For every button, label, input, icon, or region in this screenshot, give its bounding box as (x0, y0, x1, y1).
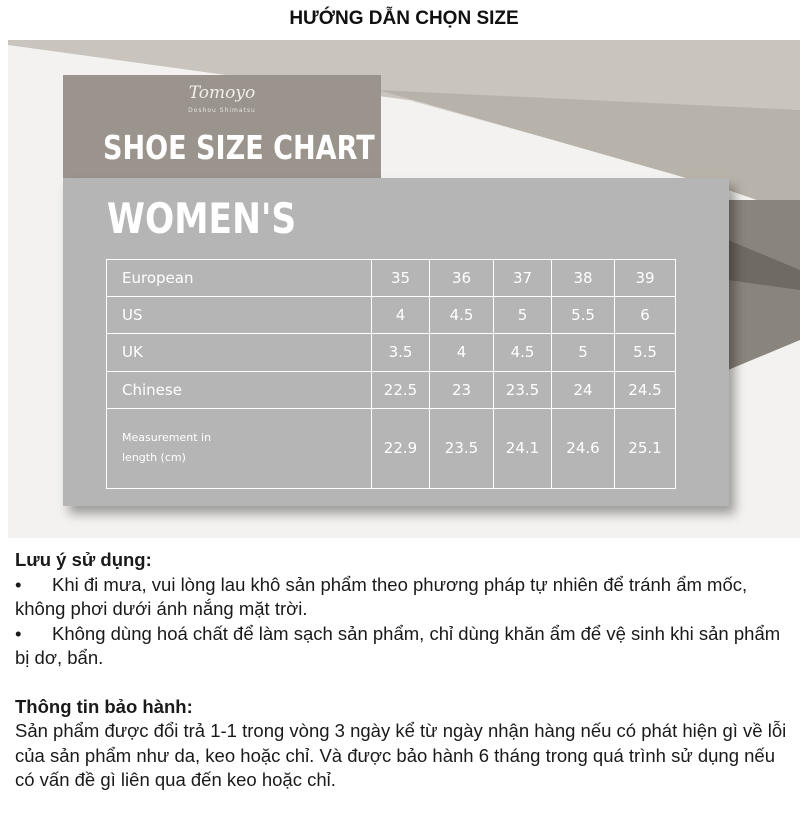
table-cell: 24.1 (494, 408, 552, 488)
table-cell: 24 (552, 371, 615, 408)
table-cell: 38 (552, 260, 615, 297)
section-title: WOMEN'S (107, 194, 297, 243)
table-row (107, 260, 676, 297)
size-table-panel (63, 178, 729, 506)
table-cell: 4.5 (430, 297, 494, 334)
table-row (107, 297, 676, 334)
usage-heading: Lưu ý sử dụng: (15, 549, 152, 570)
table-cell: 37 (494, 260, 552, 297)
notes-section (15, 548, 795, 793)
table-cell: 24.5 (615, 371, 676, 408)
row-label: European (107, 260, 372, 297)
size-chart-image (8, 40, 800, 538)
table-row (107, 408, 676, 488)
row-label: Chinese (107, 371, 372, 408)
size-table (106, 259, 676, 489)
table-cell: 36 (430, 260, 494, 297)
usage-item-text: Khi đi mưa, vui lòng lau khô sản phẩm theo phương pháp tự nhiên để tránh ẩm mốc, không phơi dưới ánh nắng mặt trời. (15, 573, 748, 619)
table-cell: 23.5 (494, 371, 552, 408)
row-label (107, 408, 372, 488)
table-cell: 4.5 (494, 334, 552, 371)
table-cell: 35 (372, 260, 430, 297)
table-cell: 4 (372, 297, 430, 334)
table-cell: 22.9 (372, 408, 430, 488)
warranty-heading: Thông tin bảo hành: (15, 695, 193, 717)
row-label: UK (107, 334, 372, 371)
table-cell: 24.6 (552, 408, 615, 488)
usage-item (15, 622, 795, 671)
table-cell: 5.5 (552, 297, 615, 334)
table-cell: 3.5 (372, 334, 430, 371)
row-label: US (107, 297, 372, 334)
table-cell: 22.5 (372, 371, 430, 408)
table-cell: 25.1 (615, 408, 676, 488)
bullet-icon: • (15, 573, 22, 595)
table-cell: 23.5 (430, 408, 494, 488)
chart-heading: SHOE SIZE CHART (103, 128, 375, 167)
usage-item-text: Không dùng hoá chất để làm sạch sản phẩm, chỉ dùng khăn ẩm để vệ sinh khi sản phẩm bị dơ, bẩn. (15, 622, 781, 668)
table-cell: 5 (494, 297, 552, 334)
table-cell: 23 (430, 371, 494, 408)
warranty-text: Sản phẩm được đổi trả 1-1 trong vòng 3 ngày kể từ ngày nhận hàng nếu có phát hiện gì về lỗi của sản phẩm như da, keo hoặc chỉ. Và được bảo hành 6 tháng trong quá trình sử dụng nếu có vấn đề gì liên qua đến keo hoặc chỉ. (15, 720, 787, 790)
row-label-line: length (cm) (122, 451, 186, 465)
table-cell: 5.5 (615, 334, 676, 371)
table-cell: 39 (615, 260, 676, 297)
brand-subtitle: Doshou Shimatsu (188, 107, 256, 114)
brand-logo: Tomoyo (188, 83, 256, 103)
table-cell: 4 (430, 334, 494, 371)
usage-item (15, 573, 795, 622)
table-row (107, 371, 676, 408)
table-row (107, 334, 676, 371)
page-title: HƯỚNG DẪN CHỌN SIZE (289, 8, 519, 29)
bullet-icon: • (15, 622, 22, 644)
table-cell: 6 (615, 297, 676, 334)
table-cell: 5 (552, 334, 615, 371)
row-label-line: Measurement in (122, 431, 212, 445)
